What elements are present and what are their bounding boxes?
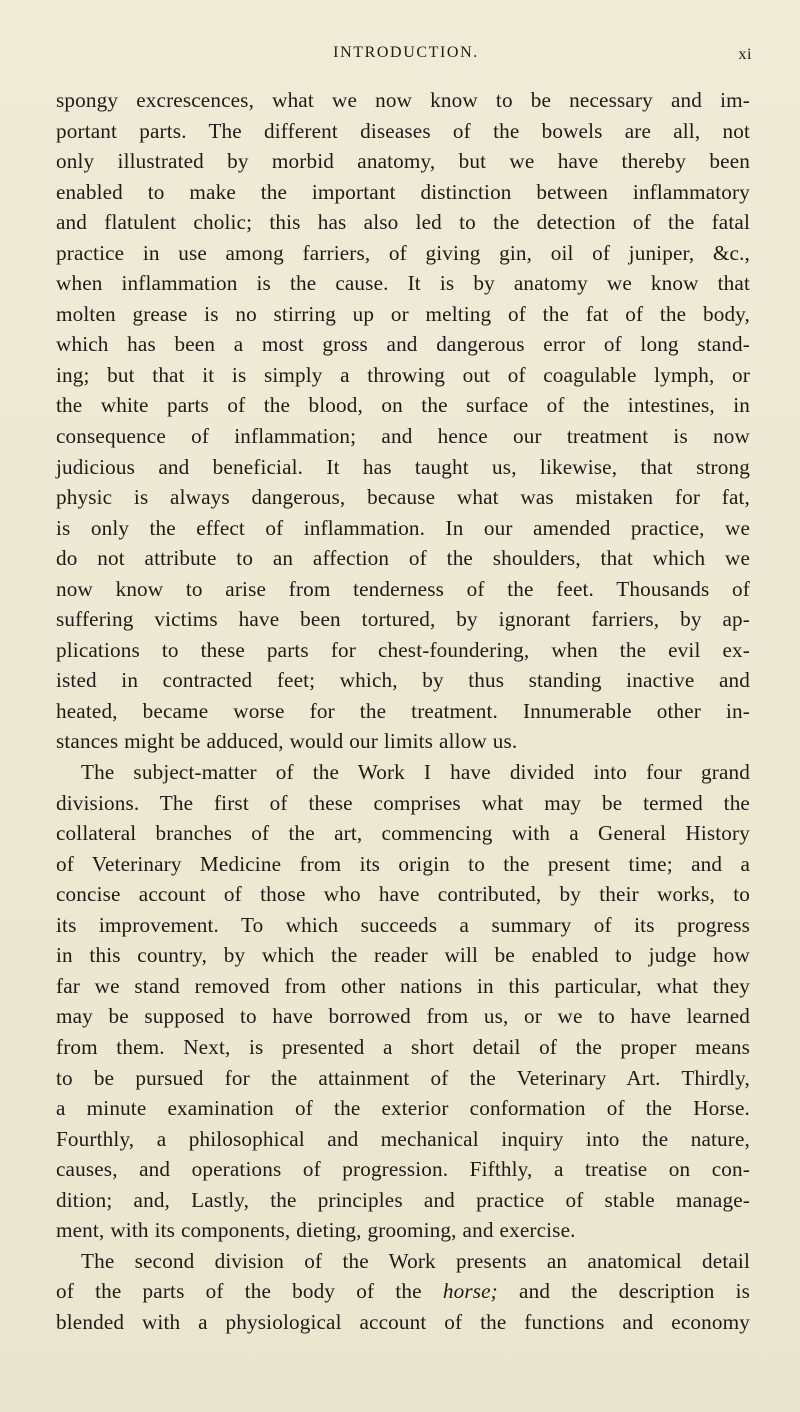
text-line: when inflammation is the cause. It is by anatomy we know that bbox=[56, 271, 750, 296]
text-line: physic is always dangerous, because what was mistaken for fat, bbox=[56, 485, 750, 510]
text-line: ing; but that it is simply a throwing out of coagulable lymph, or bbox=[56, 362, 750, 387]
text-line: collateral branches of the art, commencing with a General History bbox=[56, 821, 750, 846]
text-line: divisions. The first of these comprises what may be termed the bbox=[56, 790, 750, 815]
text-line: concise account of those who have contributed, by their works, to bbox=[56, 882, 750, 907]
text-line: only illustrated by morbid anatomy, but we have thereby been bbox=[56, 149, 750, 174]
text-line: causes, and operations of progression. Fifthly, a treatise on con- bbox=[56, 1157, 750, 1182]
text-line bbox=[56, 1276, 750, 1307]
text-line: dition; and, Lastly, the principles and practice of stable manage- bbox=[56, 1187, 750, 1212]
text-line: consequence of inflammation; and hence our treatment is now bbox=[56, 424, 750, 449]
text-line: to be pursued for the attainment of the Veterinary Art. Thirdly, bbox=[56, 1065, 750, 1090]
paragraph-first-line: The second division of the Work presents an anatomical detail bbox=[81, 1248, 750, 1273]
text-line: the white parts of the blood, on the surface of the intestines, in bbox=[56, 393, 750, 418]
page-header bbox=[60, 44, 752, 68]
text-line: which has been a most gross and dangerous error of long stand- bbox=[56, 332, 750, 357]
text-line: a minute examination of the exterior conformation of the Horse. bbox=[56, 1096, 750, 1121]
text-segment: and the description is bbox=[519, 1279, 751, 1304]
text-line: of Veterinary Medicine from its origin to the present time; and a bbox=[56, 851, 750, 876]
text-line: enabled to make the important distinction between inflammatory bbox=[56, 179, 750, 204]
text-segment: of the parts of the body of the bbox=[56, 1279, 422, 1304]
text-line: spongy excrescences, what we now know to be necessary and im- bbox=[56, 88, 750, 112]
page-number: xi bbox=[738, 46, 752, 63]
body-text bbox=[56, 85, 750, 1337]
paragraph-last-line: stances might be adduced, would our limits allow us. bbox=[56, 729, 518, 754]
text-line: heated, became worse for the treatment. Innumerable other in- bbox=[56, 698, 750, 723]
text-line: isted in contracted feet; which, by thus standing inactive and bbox=[56, 668, 750, 693]
text-line: in this country, by which the reader will be enabled to judge how bbox=[56, 943, 750, 968]
text-line: practice in use among farriers, of giving gin, oil of juniper, &c., bbox=[56, 240, 750, 265]
text-line: from them. Next, is presented a short detail of the proper means bbox=[56, 1034, 750, 1059]
text-line: blended with a physiological account of the functions and economy bbox=[56, 1309, 750, 1334]
text-line: and flatulent cholic; this has also led to the detection of the fatal bbox=[56, 210, 750, 235]
text-line: its improvement. To which succeeds a summary of its progress bbox=[56, 912, 750, 937]
text-line: judicious and beneficial. It has taught us, likewise, that strong bbox=[56, 454, 750, 479]
text-line: may be supposed to have borrowed from us, or we to have learned bbox=[56, 1004, 750, 1029]
text-line: now know to arise from tenderness of the feet. Thousands of bbox=[56, 576, 750, 601]
text-line: portant parts. The different diseases of the bowels are all, not bbox=[56, 118, 750, 143]
text-line: suffering victims have been tortured, by ignorant farriers, by ap- bbox=[56, 607, 750, 632]
running-title: INTRODUCTION. bbox=[333, 44, 479, 61]
paragraph-first-line: The subject-matter of the Work I have divided into four grand bbox=[81, 760, 750, 785]
text-line: molten grease is no stirring up or melting of the fat of the body, bbox=[56, 301, 750, 326]
text-line: do not attribute to an affection of the shoulders, that which we bbox=[56, 546, 750, 571]
paragraph-last-line: ment, with its components, dieting, grooming, and exercise. bbox=[56, 1218, 576, 1243]
text-line: Fourthly, a philosophical and mechanical inquiry into the nature, bbox=[56, 1126, 750, 1151]
text-line: far we stand removed from other nations in this particular, what they bbox=[56, 973, 750, 998]
italic-word: horse; bbox=[442, 1279, 498, 1304]
text-line: plications to these parts for chest-foundering, when the evil ex- bbox=[56, 637, 750, 662]
text-line: is only the effect of inflammation. In our amended practice, we bbox=[56, 515, 750, 540]
